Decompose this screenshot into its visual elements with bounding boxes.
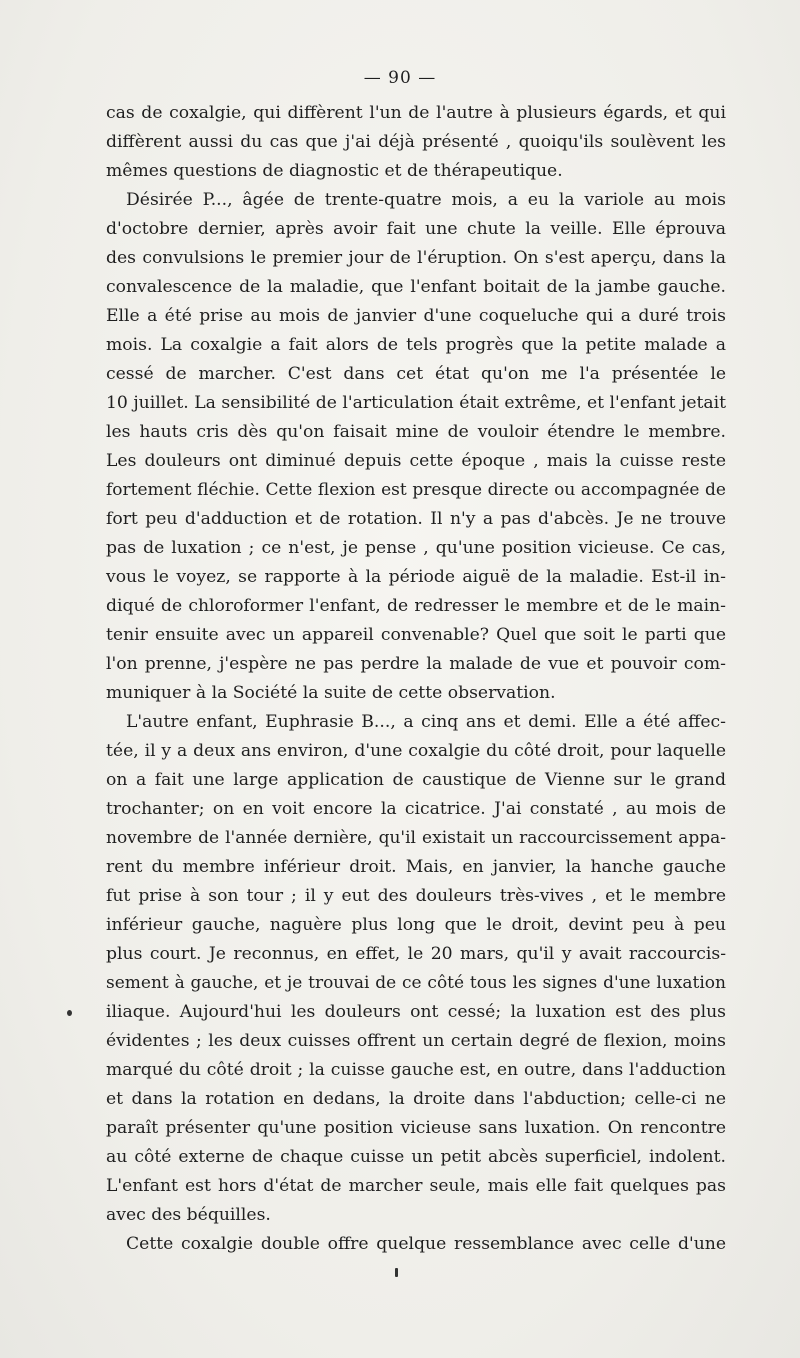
- text-line: l'on prenne, j'espère ne pas perdre la malade de vue et pouvoir com-: [106, 654, 726, 674]
- text-line: des convulsions le premier jour de l'éruption. On s'est aperçu, dans la: [106, 248, 726, 268]
- text-line: pas de luxation ; ce n'est, je pense , qu'une position vicieuse. Ce cas,: [106, 538, 726, 558]
- text-line: marqué du côté droit ; la cuisse gauche est, en outre, dans l'adduction: [106, 1060, 726, 1080]
- text-line: iliaque. Aujourd'hui les douleurs ont cessé; la luxation est des plus: [106, 1002, 726, 1022]
- text-line: inférieur gauche, naguère plus long que le droit, devint peu à peu: [106, 915, 726, 935]
- text-line: paraît présenter qu'une position vicieuse sans luxation. On rencontre: [106, 1118, 726, 1138]
- text-line: mêmes questions de diagnostic et de thérapeutique.: [106, 161, 563, 181]
- text-line: d'octobre dernier, après avoir fait une chute la veille. Elle éprouva: [106, 219, 726, 239]
- text-line: fortement fléchie. Cette flexion est presque directe ou accompagnée de: [106, 480, 726, 500]
- text-line: mois. La coxalgie a fait alors de tels progrès que la petite malade a: [106, 335, 726, 355]
- text-line: vous le voyez, se rapporte à la période aiguë de la maladie. Est-il in-: [106, 567, 726, 587]
- text-line: les hauts cris dès qu'on faisait mine de vouloir étendre le membre.: [106, 422, 726, 442]
- text-line: avec des béquilles.: [106, 1205, 271, 1225]
- text-line: Cette coxalgie double offre quelque ressemblance avec celle d'une: [126, 1234, 726, 1254]
- text-line: rent du membre inférieur droit. Mais, en janvier, la hanche gauche: [106, 857, 726, 877]
- ink-speck: [395, 1268, 398, 1277]
- ink-speck: [67, 1010, 72, 1016]
- text-line: et dans la rotation en dedans, la droite dans l'abduction; celle-ci ne: [106, 1089, 726, 1109]
- text-line: Les douleurs ont diminué depuis cette époque , mais la cuisse reste: [106, 451, 726, 471]
- text-line: plus court. Je reconnus, en effet, le 20 mars, qu'il y avait raccourcis-: [106, 944, 726, 964]
- page-number: — 90 —: [363, 68, 437, 88]
- text-line: convalescence de la maladie, que l'enfant boitait de la jambe gauche.: [106, 277, 726, 297]
- text-line: L'enfant est hors d'état de marcher seule, mais elle fait quelques pas: [106, 1176, 726, 1196]
- text-line: Elle a été prise au mois de janvier d'une coqueluche qui a duré trois: [106, 306, 726, 326]
- text-line: 10 juillet. La sensibilité de l'articulation était extrême, et l'enfant jetait: [106, 393, 727, 413]
- text-line: novembre de l'année dernière, qu'il existait un raccourcissement appa-: [106, 828, 726, 848]
- text-line: fut prise à son tour ; il y eut des douleurs très-vives , et le membre: [106, 886, 726, 906]
- text-line: cessé de marcher. C'est dans cet état qu'on me l'a présentée le: [106, 364, 726, 384]
- text-line: Désirée P..., âgée de trente-quatre mois, a eu la variole au mois: [126, 190, 726, 210]
- text-line: diffèrent aussi du cas que j'ai déjà présenté , quoiqu'ils soulèvent les: [106, 132, 726, 152]
- text-line: fort peu d'adduction et de rotation. Il n'y a pas d'abcès. Je ne trouve: [106, 509, 726, 529]
- text-line: L'autre enfant, Euphrasie B..., a cinq ans et demi. Elle a été affec-: [126, 712, 726, 732]
- text-line: au côté externe de chaque cuisse un petit abcès superficiel, indolent.: [106, 1147, 726, 1167]
- text-line: trochanter; on en voit encore la cicatrice. J'ai constaté , au mois de: [106, 799, 726, 819]
- text-line: cas de coxalgie, qui diffèrent l'un de l'autre à plusieurs égards, et qui: [106, 103, 726, 123]
- text-line: diqué de chloroformer l'enfant, de redresser le membre et de le main-: [106, 596, 726, 616]
- body-text: [106, 99, 726, 1259]
- text-line: muniquer à la Société la suite de cette observation.: [106, 683, 556, 703]
- text-line: tenir ensuite avec un appareil convenable? Quel que soit le parti que: [106, 625, 726, 645]
- text-line: évidentes ; les deux cuisses offrent un certain degré de flexion, moins: [106, 1031, 726, 1051]
- text-line: tée, il y a deux ans environ, d'une coxalgie du côté droit, pour laquelle: [106, 741, 726, 761]
- text-line: sement à gauche, et je trouvai de ce côté tous les signes d'une luxation: [106, 973, 726, 993]
- text-line: on a fait une large application de caustique de Vienne sur le grand: [106, 770, 726, 790]
